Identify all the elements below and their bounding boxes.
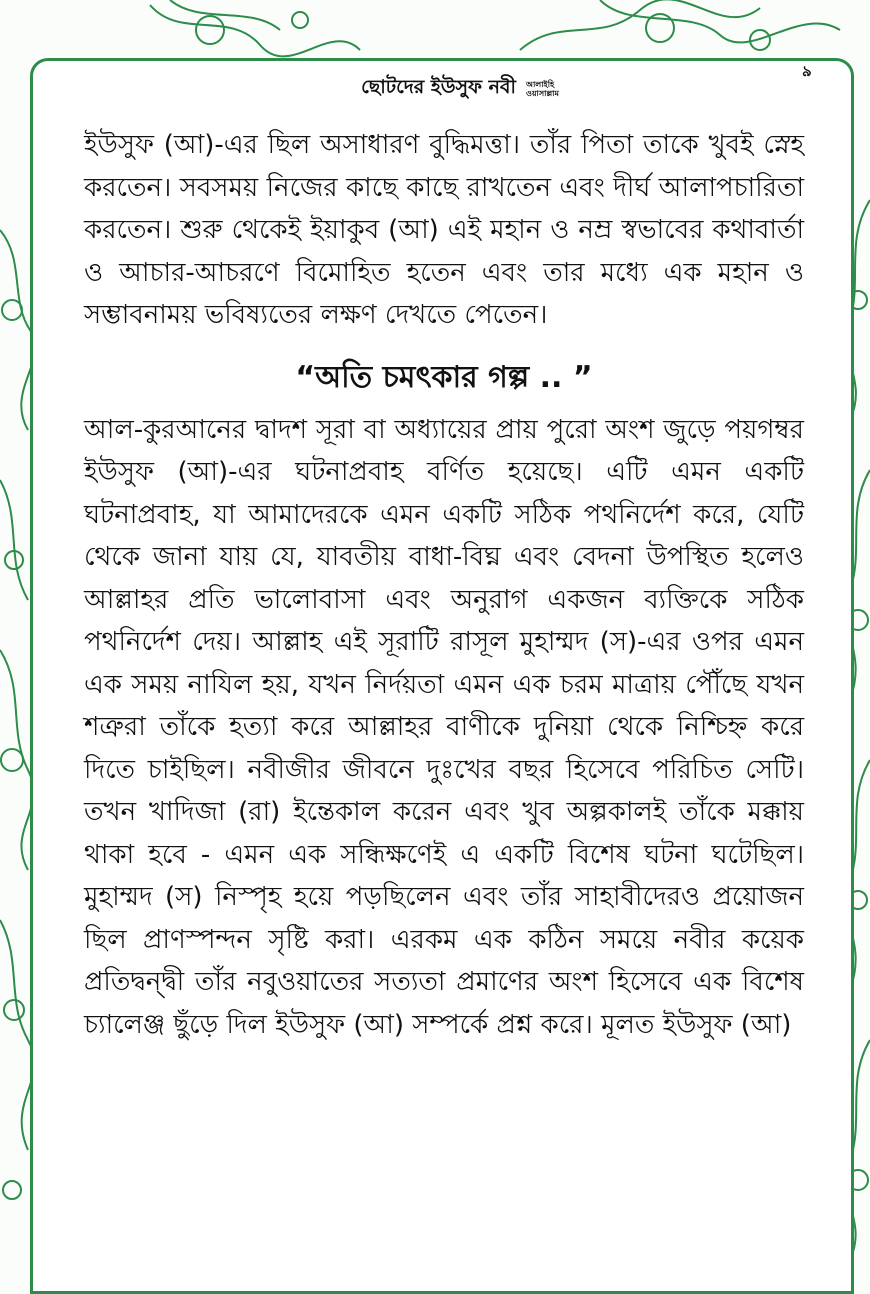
honorific-line-1: আলাইহি xyxy=(525,80,555,89)
running-header xyxy=(330,72,590,106)
page-content xyxy=(84,124,804,1046)
paragraph-2: আল-কুরআনের দ্বাদশ সূরা বা অধ্যায়ের প্রায় পুরো অংশ জুড়ে পয়গম্বর ইউসুফ (আ)-এর ঘটনাপ্রবাহ বর্ণিত হয়েছে। এটি এমন একটি ঘটনাপ্রবাহ, যা আমাদেরকে এমন একটি সঠিক পথনির্দেশ করে, যেটি থেকে জানা যায় যে, যাবতীয় বাধা-বিঘ্ন এবং বেদনা উপস্থিত হলেও আল্লাহর প্রতি ভালোবাসা এবং অনুরাগ একজন ব্যক্তিকে সঠিক পথনির্দেশ দেয়। আল্লাহ এই সূরাটি রাসূল মুহাম্মদ (স)-এর ওপর এমন এক সময় নাযিল হয়, যখন নির্দয়তা এমন এক চরম মাত্রায় পৌঁছে যখন শত্রুরা তাঁকে হত্যা করে আল্লাহর বাণীকে দুনিয়া থেকে নিশ্চিহ্ন করে দিতে চাইছিল। নবীজীর জীবনে দুঃখের বছর হিসেবে পরিচিত সেটি। তখন খাদিজা (রা) ইন্তেকাল করেন এবং খুব অল্পকালই তাঁকে মক্কায় থাকা হবে - এমন এক সন্ধিক্ষণেই এ একটি বিশেষ ঘটনা ঘটেছিল। মুহাম্মদ (স) নিস্পৃহ হয়ে পড়ছিলেন এবং তাঁর সাহাবীদেরও প্রয়োজন ছিল প্রাণস্পন্দন সৃষ্টি করা। এরকম এক কঠিন সময়ে নবীর কয়েক প্রতিদ্বন্দ্বী তাঁর নবুওয়াতের সত্যতা প্রমাণের অংশ হিসেবে এক বিশেষ চ্যালেঞ্জ ছুঁড়ে দিল ইউসুফ (আ) সম্পর্কে প্রশ্ন করে। মূলত ইউসুফ (আ) xyxy=(84,414,804,1040)
book-title-honorific xyxy=(526,80,559,98)
book-title: ছোটদের ইউসুফ নবী xyxy=(361,76,516,98)
page-number: ৯ xyxy=(802,62,812,80)
honorific-line-2: ওয়াসাল্লাম xyxy=(525,89,559,98)
paragraph-1: ইউসুফ (আ)-এর ছিল অসাধারণ বুদ্ধিমত্তা। তাঁর পিতা তাকে খুবই স্নেহ করতেন। সবসময় নিজের কাছে কাছে রাখতেন এবং দীর্ঘ আলাপচারিতা করতেন। শুরু থেকেই ইয়াকুব (আ) এই মহান ও নম্র স্বভাবের কথাবার্তা ও আচার-আচরণে বিমোহিত হতেন এবং তার মধ্যে এক মহান ও সম্ভাবনাময় ভবিষ্যতের লক্ষণ দেখতে পেতেন। xyxy=(84,130,804,330)
section-heading: “অতি চমৎকার গল্প .. ” xyxy=(295,359,593,395)
